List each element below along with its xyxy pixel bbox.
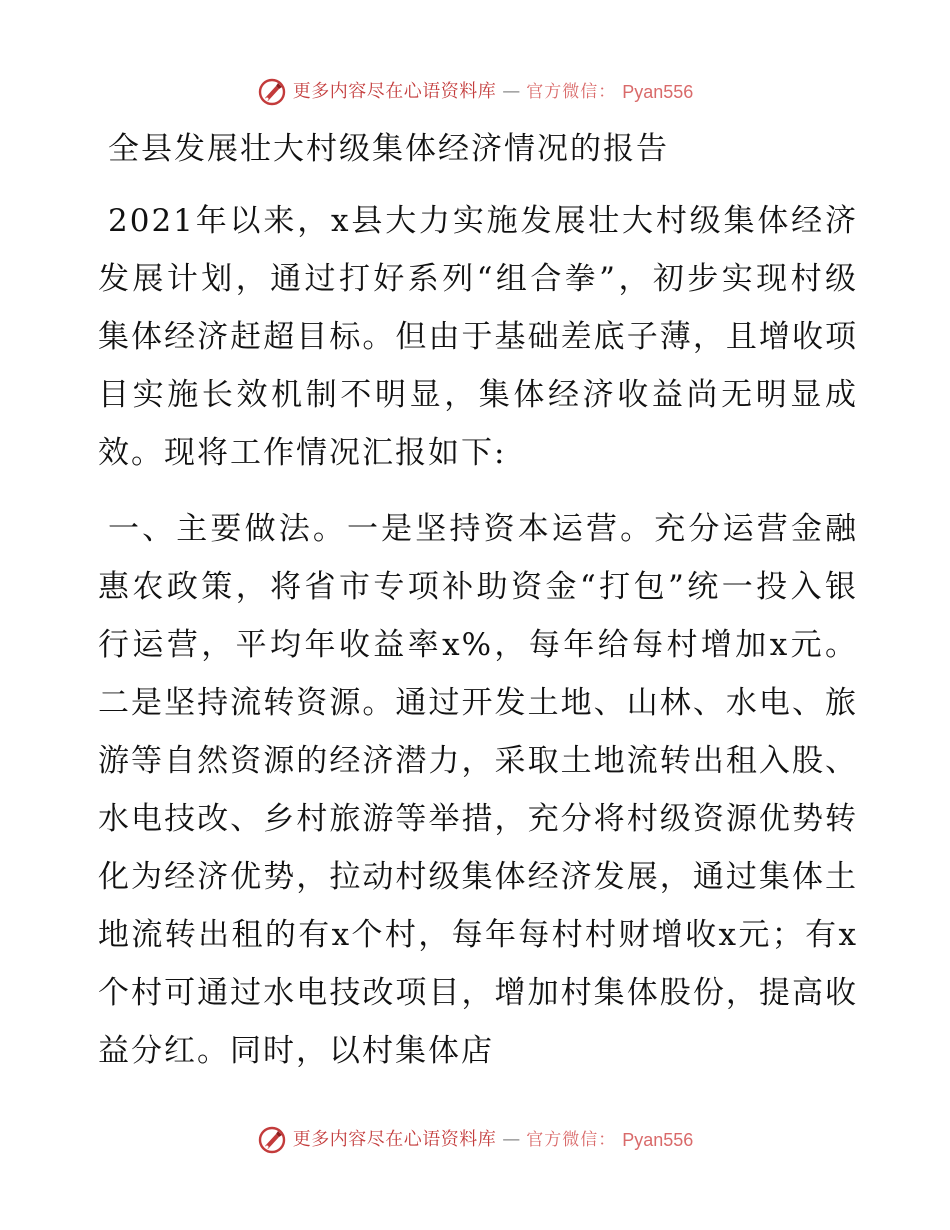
watermark-content: [257, 1125, 694, 1155]
watermark-separator: —: [502, 81, 521, 102]
paragraph-main-practices: 一、主要做法。一是坚持资本运营。充分运营金融惠农政策，将省市专项补助资金“打包”统一投入银行运营，平均年收益率x%，每年给每村增加x元。二是坚持流转资源。通过开发土地、山林、水电、旅游等自然资源的经济潜力，采取土地流转出租入股、水电技改、乡村旅游等举措，充分将村级资源优势转化为经济优势，拉动村级集体经济发展，通过集体土地流转出租的有x个村，每年每村村财增收x元；有x个村可通过水电技改项目，增加村集体股份，提高收益分红。同时，以村集体店: [98, 511, 858, 1069]
pen-circle-logo-icon: [257, 77, 287, 107]
document-title: 全县发展壮大村级集体经济情况的报告: [108, 131, 669, 167]
watermark-separator: —: [502, 1129, 521, 1150]
watermark-wechat-id: Pyan556: [622, 1130, 694, 1150]
paragraph-intro: 2021年以来，x县大力实施发展壮大村级集体经济发展计划，通过打好系列“组合拳”，初步实现村级集体经济赶超目标。但由于基础差底子薄，且增收项目实施长效机制不明显，集体经济收益尚无明显成效。现将工作情况汇报如下:: [98, 203, 858, 471]
header-watermark: [0, 72, 950, 112]
watermark-site-text: 更多内容尽在心语资料库: [292, 81, 497, 102]
pen-circle-logo-icon: [257, 1125, 287, 1155]
watermark-official-label: 官方微信：: [526, 1129, 617, 1150]
watermark-wechat-id: Pyan556: [622, 82, 694, 102]
watermark-content: [257, 77, 694, 107]
watermark-official-label: 官方微信：: [526, 81, 617, 102]
watermark-site-text: 更多内容尽在心语资料库: [292, 1129, 497, 1150]
footer-watermark: [0, 1120, 950, 1160]
